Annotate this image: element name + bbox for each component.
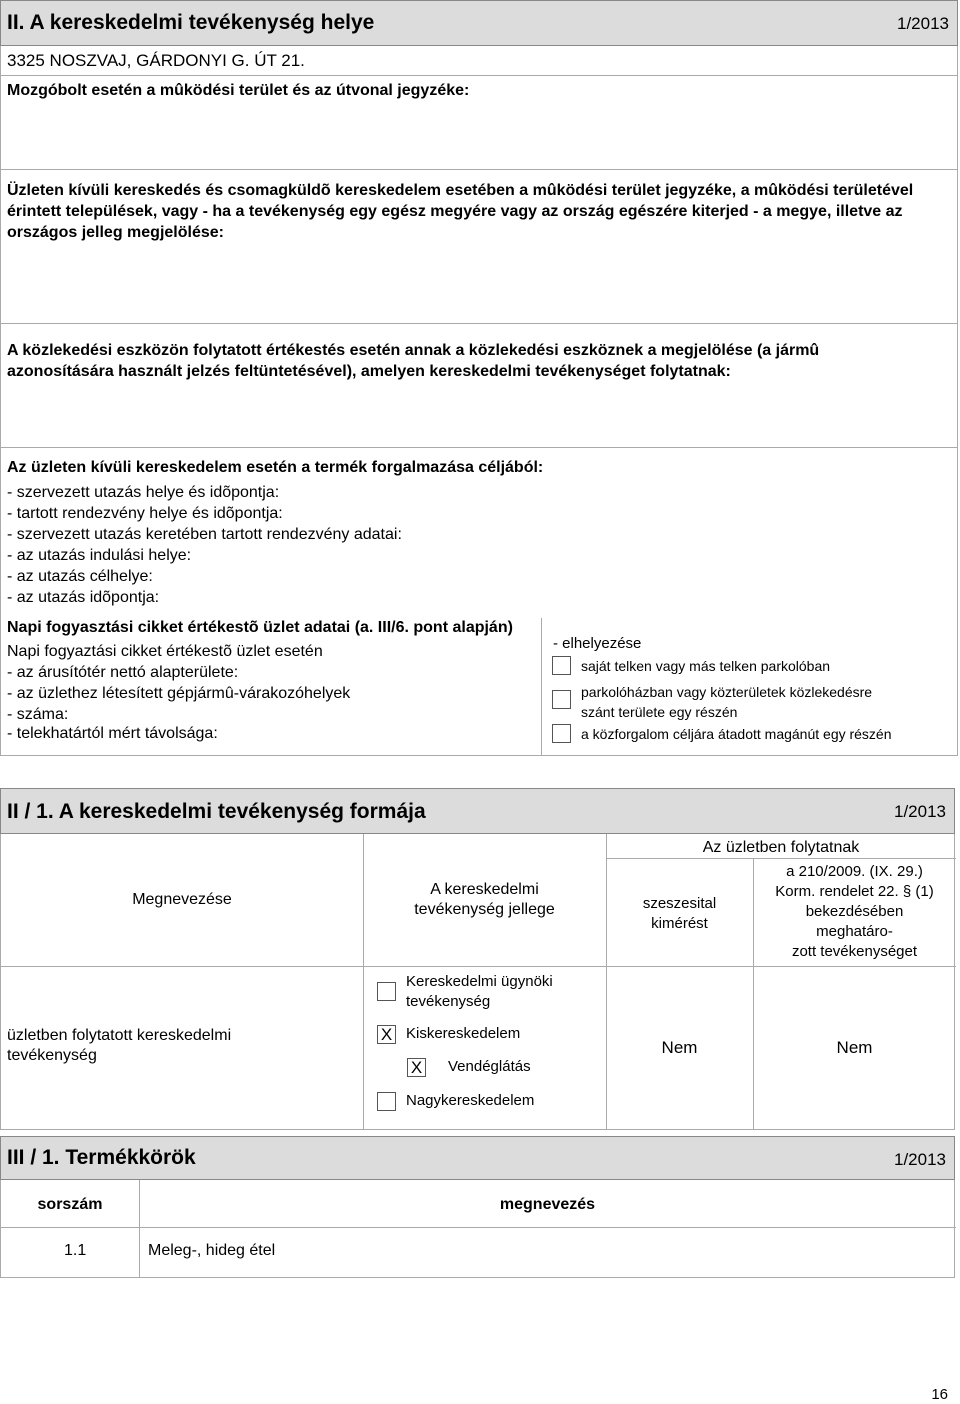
- section-code: 1/2013: [897, 14, 949, 33]
- option-label-line: Kereskedelmi ügynöki: [406, 973, 553, 990]
- form-table: [0, 834, 955, 1130]
- col-character-line: tevékenység jellege: [414, 901, 555, 918]
- table-divider: [606, 858, 956, 859]
- table-divider: [1, 1227, 956, 1228]
- napi-item: - az üzlethez létesített gépjármû-várakozóhelyek: [7, 685, 351, 702]
- placement-label: - elhelyezése: [553, 635, 642, 652]
- table-divider: [606, 834, 607, 1130]
- placement-option: szánt területe egy részén: [581, 704, 738, 720]
- placement-option: a közforgalom céljára átadott magánút egy részén: [581, 726, 892, 742]
- outside-trade-title: Az üzleten kívüli kereskedelem esetén a termék forgalmazása céljából:: [7, 459, 544, 476]
- col-in-shop-header: Az üzletben folytatnak: [702, 839, 860, 856]
- napi-item: - az árusítótér nettó alapterülete:: [7, 664, 239, 681]
- col-decree-line: meghatáro-: [816, 923, 893, 940]
- placement-checkbox[interactable]: [552, 690, 571, 709]
- row-name-line: üzletben folytatott kereskedelmi: [7, 1027, 232, 1044]
- outside-trade-item: - az utazás indulási helye:: [7, 547, 192, 564]
- napi-divider: [541, 618, 542, 756]
- col-character-header: [363, 880, 606, 920]
- outside-shop-label: Üzleten kívüli kereskedés és csomagküldõ kereskedelem esetében a mûködési terület jegyzéke, a mûködési területével érintett települések, vagy - ha a tevékenység egy egész megyére vagy az ország egészére kiterjed - a megye, illetve az országos jelleg megjelölése:: [7, 182, 914, 241]
- vehicle-label: A közlekedési eszközön folytatott értékestés esetén annak a közlekedési eszköznek a megjelölése (a jármû azonosítására használt jelzés feltüntetésével), amelyen kereskedelmi tevékenységet folytatnak:: [7, 342, 820, 380]
- outside-trade-item: - az utazás idõpontja:: [7, 589, 160, 606]
- option-checkbox[interactable]: X: [377, 1025, 396, 1044]
- col-num-header: sorszám: [37, 1196, 103, 1213]
- section-title: II / 1. A kereskedelmi tevékenység formája: [7, 800, 426, 823]
- napi-item: Napi fogyaztási cikket értékestõ üzlet esetén: [7, 643, 323, 660]
- product-table: [0, 1180, 955, 1278]
- vehicle-box: [0, 324, 958, 448]
- napi-item: - telekhatártól mért távolsága:: [7, 725, 218, 742]
- col-decree-header: [753, 862, 956, 962]
- mobile-area-box: [0, 76, 958, 170]
- outside-trade-item: - tartott rendezvény helye és idõpontja:: [7, 505, 283, 522]
- outside-trade-item: - szervezett utazás helye és idõpontja:: [7, 484, 280, 501]
- section-header: [0, 0, 958, 46]
- placement-checkbox[interactable]: [552, 656, 571, 675]
- placement-option: parkolóházban vagy közterületek közlekedésre: [581, 684, 873, 700]
- mobile-label: Mozgóbolt esetén a mûködési terület és az útvonal jegyzéke:: [7, 82, 470, 99]
- placement-checkbox[interactable]: [552, 724, 571, 743]
- section-code: 1/2013: [894, 1150, 946, 1169]
- table-divider: [1, 966, 956, 967]
- address-box: [0, 46, 958, 76]
- table-divider: [363, 834, 364, 1130]
- option-checkbox[interactable]: [377, 1092, 396, 1111]
- col-name-header: megnevezés: [499, 1196, 596, 1213]
- option-label: Vendéglátás: [448, 1058, 531, 1075]
- col-decree-line: a 210/2009. (IX. 29.): [786, 863, 923, 880]
- table-cell: Meleg-, hideg étel: [148, 1242, 276, 1259]
- alcohol-value: Nem: [661, 1038, 698, 1057]
- row-name-line: tevékenység: [7, 1047, 97, 1064]
- page-number: 16: [931, 1386, 948, 1403]
- outside-trade-box: [0, 448, 958, 756]
- col-name-header: Megnevezése: [132, 891, 232, 908]
- row-name: [7, 1026, 231, 1066]
- option-label: Kiskereskedelem: [406, 1025, 521, 1042]
- option-checkbox[interactable]: [377, 982, 396, 1001]
- col-alcohol-line: szeszesital: [642, 895, 717, 912]
- section-header: [0, 788, 955, 834]
- col-decree-line: bekezdésében: [805, 903, 904, 920]
- col-alcohol-header: [606, 894, 753, 934]
- outside-shop-box: [0, 170, 958, 324]
- col-decree-line: zott tevékenységet: [791, 943, 918, 960]
- napi-item: - száma:: [7, 706, 69, 723]
- option-label: Nagykereskedelem: [406, 1092, 535, 1109]
- section-code: 1/2013: [894, 802, 946, 821]
- outside-trade-item: - szervezett utazás keretében tartott rendezvény adatai:: [7, 526, 402, 543]
- decree-value: Nem: [836, 1038, 873, 1057]
- col-alcohol-line: kimérést: [651, 915, 708, 932]
- address: 3325 NOSZVAJ, GÁRDONYI G. ÚT 21.: [7, 51, 305, 70]
- option-label-line: tevékenység: [406, 993, 491, 1010]
- table-cell: 1.1: [64, 1242, 87, 1259]
- section-title: III / 1. Termékkörök: [7, 1146, 196, 1169]
- option-label: [406, 972, 553, 1012]
- section-header: [0, 1136, 955, 1180]
- option-checkbox[interactable]: X: [407, 1058, 426, 1077]
- section-title: II. A kereskedelmi tevékenység helye: [7, 11, 375, 34]
- col-character-line: A kereskedelmi: [430, 881, 539, 898]
- placement-option: saját telken vagy más telken parkolóban: [581, 658, 831, 674]
- outside-trade-item: - az utazás célhelye:: [7, 568, 153, 585]
- napi-title: Napi fogyasztási cikket értékestõ üzlet adatai (a. III/6. pont alapján): [7, 619, 513, 636]
- col-decree-line: Korm. rendelet 22. § (1): [775, 883, 934, 900]
